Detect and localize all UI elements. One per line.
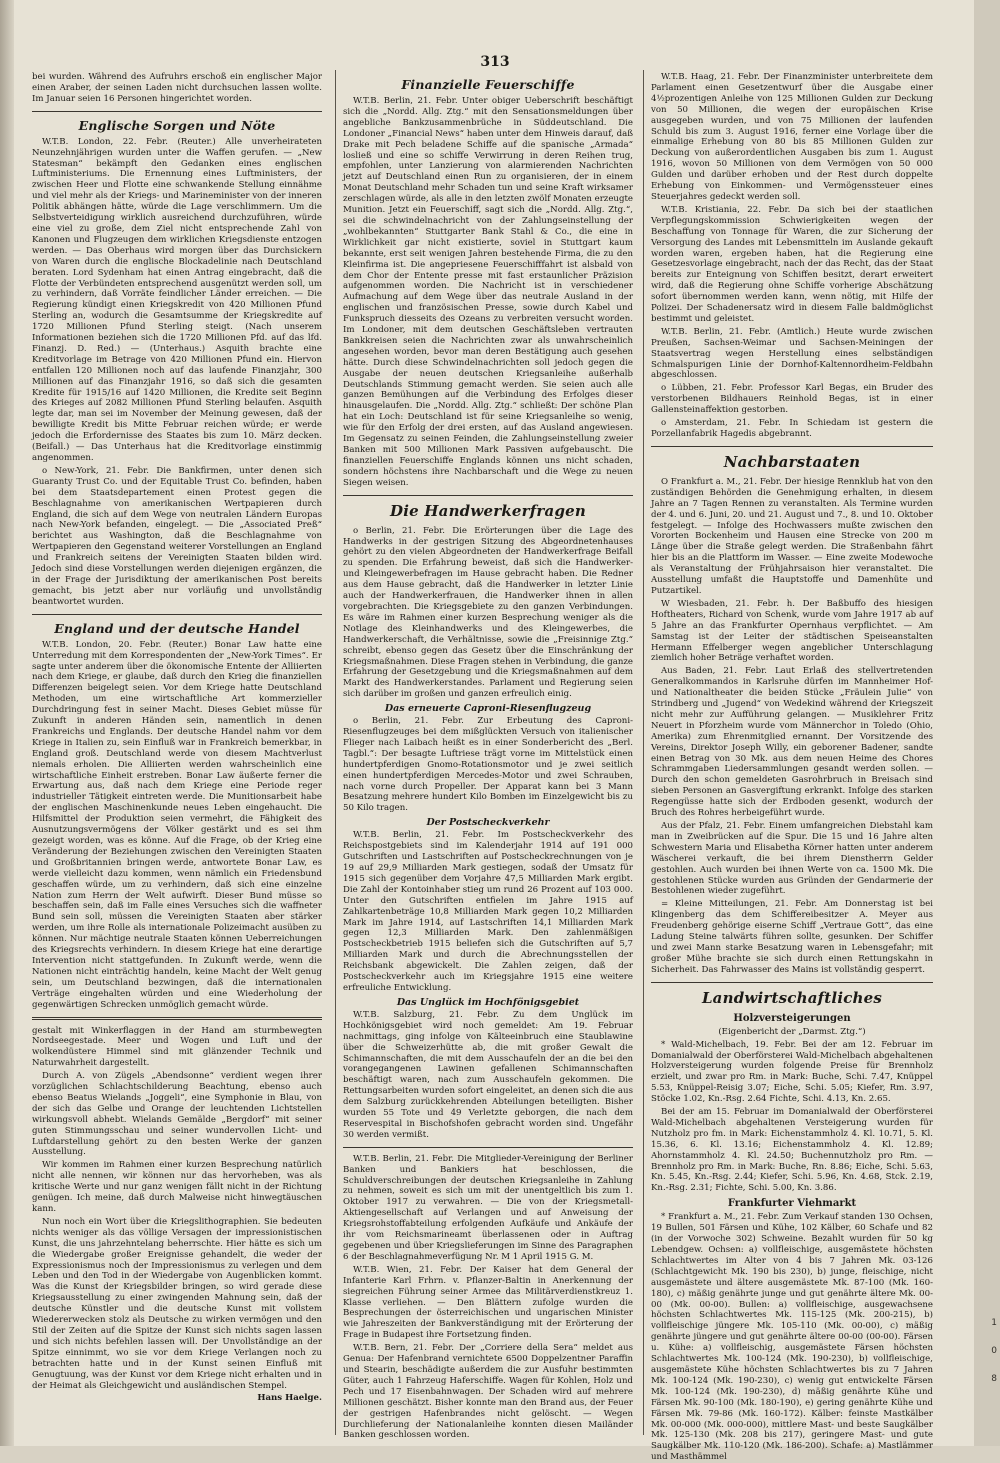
feuilleton-paragraph: Durch A. von Zügels „Abendsonne“ verdient wegen ihrer vorzüglichen Schlachtschilderung Beachtung, ebenso auch ebenso Beatus Wielands „Joggeli“, eine Symphonie in Blau, von der sich das Gelbe und Orange der leuchtenden Lichtstellen wirkungsvoll abhebt. Wielands Gemälde „Bergdorf“ mit seiner guten Stimmungsschau und seiner wundervollen Licht- und Luftdarstellung gehört zu den besten Werke der ganzen Ausstellung.	[32, 1071, 322, 1158]
subheadline: Frankfurter Viehmarkt	[727, 1198, 857, 1210]
headline: Nachbarstaaten	[723, 452, 861, 471]
column-1	[32, 72, 322, 1432]
binding-gutter	[0, 0, 14, 1446]
subheadline: Das erneuerte Caproni-Riesenflugzeug	[384, 703, 592, 715]
signature: Hans Haelge.	[257, 1393, 322, 1404]
headline: Finanzielle Feuerschiffe	[401, 77, 575, 92]
article-paragraph: W.T.B. London, 20. Febr. (Reuter.) Bonar Law hatte eine Unterredung mit dem Korrespondenten der „New-York Times“. Er sagte unter anderem über die ökonomische Entente der Alliierten nach dem Kriege, er glaube, daß durch den Krieg die finanziellen Differenzen beigelegt seien. Vor dem Kriege hatte Deutschland Methoden, um eine wirtschaftliche Art kommerzieller Durchdringung fest in seiner Macht. Dieses Gebiet müsse für Zukunft in anderen Händen sein, namentlich in denen Frankreichs und Englands. Der deutsche Handel nahm vor dem Kriege in Italien zu, sein Einfluß war in Frankreich bemerkbar, in England groß. Deutschland werde von diesem Machtverlust niemals erholen. Die Alliierten werden wahrscheinlich eine wirtschaftliche Einheit erstreben. Bonar Law äußerte ferner die Erwartung aus, daß nach dem Kriege eine Periode reger industrieller Tätigkeit eintreten werde. Die Munitionsarbeit habe der englischen Maschinenkunde neues Leben eingehaucht. Die Hilfsmittel der Produktion seien vermehrt, die Fähigkeit des Ausnutzungsvermögens der Völker gestärkt und es sei ihm gezeigt worden, was es könne. Auf die Frage, ob der Krieg eine Veränderung der Beziehungen zwischen den Vereinigten Staaten und Großbritannien bringen werde, antwortete Bonar Law, es werde vielleicht dazu kommen, wenn nämlich ein Friedensbund geschaffen würde, um zu verhindern, daß sich eine einzelne Nation zum Herrn der Welt aufwirft. Dieser Bund müsse so beschaffen sein, daß im Falle eines Versuches sich die waffneter Bund sein soll, müssen die Vereinigten Staaten aber stärker werden, um ihre Rolle als internationale Polizeimacht ausüben zu können. Nur mächtige neutrale Staaten können Ueberreichungen des Kriegsrechts verhindern. In diesem Kriege hat eine derartige Intervention nicht stattgefunden. In Zukunft werde, wenn die Nationen nicht einträchtig handeln, keine Macht der Welt genug sein, um Deutschland bezwingen, daß die internationalen Verträge eingehalten würden und eine Wiederholung der gegenwärtigen Schrecken unmöglich gemacht würde.	[32, 639, 322, 1010]
article-paragraph: W.T.B. London, 22. Febr. (Reuter.) Alle unverheirateten Neunzehnjährigen wurden unter die Waffen gerufen. — „New Statesman“ bekämpft den Gedanken eines englischen Luftministeriums. Die Ernennung eines Luftministers, der zwischen Heer und Flotte eine schwankende Stellung einnähme und viel mehr als der Kriegs- und Marineminister von der inneren Politik abhängen hätte, würde die Lage verschlimmern. Um die Selbstverteidigung wirklich ausreichend durchzuführen, würde eine viel zu große, dem Ziel nicht entsprechende Zahl von Kanonen und Flugzeugen dem wirklichen Kriegsdienste entzogen werden. — Das Oberhaus wird morgen über das Durchsickern von Waren durch die englische Blockadelinie nach Deutschland beraten. Lord Sydenham hat einen Antrag eingebracht, daß die Flotte der Verbündeten entsprechend ausgenützt werden soll, um zu verhindern, daß Vorräte feindlicher Länder erreichen. — Die Regierung kündigt einen Kriegskredit von 420 Millionen Pfund Sterling an, wodurch die Gesamtsumme der Kriegskredite auf 1720 Millionen Pfund Sterling steigt. (Nach unserem Informationen beziehen sich die 1720 Millionen Pfd. auf das lfd. Finanzj. D. Red.) — (Unterhaus.) Asquith brachte eine Kreditvorlage im Betrage von 420 Millionen Pfund ein. Hiervon entfallen 120 Millionen noch auf das laufende Finanzjahr, 300 Millionen auf das Finanzjahr 1916, so daß sich die gesamten Kredite für 1915/16 auf 1420 Millionen, die Kredite seit Beginn des Krieges auf 2082 Millionen Pfund Sterling belaufen. Asquith legte dar, man sei im November der Meinung gewesen, daß der bewilligte Kredit bis Mitte Februar reichen würde; er werde jedoch die Erfordernisse des Staates bis zum 10. März decken. (Beifall.) — Das Unterhaus hat die Kreditvorlage einstimmig angenommen.	[32, 136, 322, 463]
subheadline: Der Postscheckverkehr	[426, 817, 550, 829]
article-paragraph: o Amsterdam, 21. Febr. In Schiedam ist gestern die Porzellanfabrik Hagedis abgebrannt.	[651, 418, 933, 439]
margin-number: 1	[991, 1318, 997, 1328]
headline: Die Handwerkerfragen	[390, 501, 586, 520]
article-paragraph: W.T.B. Bern, 21. Febr. Der „Corriere della Sera“ meldet aus Genua: Der Hafenbrand vernichtete 6500 Doppelzentner Paraffin und Stearin, beschädigte außerdem die zur Ausfuhr bestimmten Güter, auch 1 Fahrzeug Haferschiffe. Wagen für Kohlen, Holz und Pech und 17 Eisenbahnwagen. Der Schaden wird auf mehrere Millionen geschätzt. Bisher konnte man den Brand aus, der Feuer der gestrigen Hafenbrandes nicht gelöscht. — Wegen Durchlieferung der Nationalanleihe konnten diesen Mailänder Banken geschlossen worden.	[343, 1343, 633, 1441]
feuilleton-divider	[32, 1017, 322, 1020]
divider	[651, 446, 933, 447]
feuilleton-paragraph: Wir kommen im Rahmen einer kurzen Besprechung natürlich nicht alle nennen, wir können nur das hervorheben, was als kritische Werte und nur ganz wenigen fällt nicht in der Richtung genügen. Ich meine, daß durch Malweise nicht hinwegtäuschen kann.	[32, 1160, 322, 1214]
article-paragraph: Aus Baden, 21. Febr. Laut Erlaß des stellvertretenden Generalkommandos in Karlsruhe dürfen im Mannheimer Hof- und Nationaltheater die beiden Stücke „Fräulein Julie“ von Strindberg und „Jugend“ von Wedekind während der Kriegszeit nicht mehr zur Aufführung gelangen. — Musiklehrer Fritz Neuert in Pforzheim wurde vom Männerchor in Toledo (Ohio, Amerika) zum Ehrenmitglied ernannt. Der Vorsitzende des Vereins, Direktor Joseph Willy, ein geborener Badener, sandte einen Betrag von 30 Mk. aus dem neuen Heime des Chores Schrammgaben Liedersammlungen gesandt werden sollen. — Durch den schon gemeldeten Gasrohrbruch in Breisach sind sieben Personen an Gasvergiftung erkrankt. Infolge des starken Regengüsse hatte sich der Erdboden gesenkt, wodurch der Bruch des Rohres herbeigeführt wurde.	[651, 666, 933, 819]
page-number: 313	[480, 54, 510, 70]
article-paragraph: W.T.B. Berlin, 21. Febr. Im Postscheckverkehr des Reichspostgebiets sind im Kalenderjahr 1914 auf 191 000 Gutschriften und Lastschriften auf Postscheckrechnungen von je 19 auf 29,9 Milliarden Mark gestiegen, sodaß der Umsatz für 1915 sich gegenüber dem Vorjahre 47,5 Milliarden Mark ergibt. Die Zahl der Kontoinhaber stieg um rund 26 Prozent auf 103 000. Unter den Gutschriften entfielen im Jahre 1915 auf Zahlkartenbeträge 10,8 Milliarden Mark gegen 10,2 Milliarden Mark im Jahre 1914, auf Lastschriften 14,1 Milliarden Mark gegen 12,3 Milliarden Mark. Den zahlenmäßigen Postscheckbetrieb 1915 beliefen sich die Gutschriften auf 5,7 Milliarden Mark und durch die Abrechnungsstellen der Reichsbank abgewickelt. Die Zahlen zeigen, daß der Postscheckverkehr auch im Kriegsjahre 1915 eine weitere erfreuliche Entwicklung.	[343, 830, 633, 993]
article-paragraph: * Wald-Michelbach, 19. Febr. Bei der am 12. Februar im Domanialwald der Oberförsterei Wald-Michelbach abgehaltenen Holzversteigerung wurden folgende Preise für Brennholz erzielt, und zwar pro Rm. in Mark: Buche, Schi. 7.47, Knüppel 5.53, Knüppel-Reisig 3.07; Eiche, Schi. 5.05; Kiefer, Rm. 3.97, Stöcke 1.02, Kn.-Rsg. 2.64 Fichte, Schi. 4.13, Kn. 2.65.	[651, 1039, 933, 1105]
source-note: (Eigenbericht der „Darmst. Ztg.“)	[718, 1026, 866, 1037]
feuilleton-paragraph: gestalt mit Winkerflaggen in der Hand am sturmbewegten Nordseegestade. Meer und Wogen und Luft und der wolkendüstere Himmel sind mit glänzender Technik und Naturwahrheit dargestellt.	[32, 1025, 322, 1069]
column-rule	[335, 70, 336, 1435]
intro-text: bei wurden. Während des Aufruhrs erschoß ein englischer Major einen Araber, der seinen Laden nicht durchsuchen lassen wollte. Im Januar seien 16 Personen hingerichtet worden.	[32, 72, 322, 104]
divider	[32, 111, 322, 112]
column-3	[651, 72, 933, 1463]
divider	[343, 1147, 633, 1148]
column-rule	[643, 70, 644, 1435]
subheadline: Holzversteigerungen	[733, 1012, 851, 1024]
margin-number: 8	[991, 1374, 997, 1384]
article-paragraph: = Kleine Mitteilungen, 21. Febr. Am Donnerstag ist bei Klingenberg das dem Schiffereibesitzer A. Meyer aus Freudenberg gehörige eiserne Schiff „Vertraue Gott“, das eine Ladung Steine talwärts führen sollte, gesunken. Der Schiffer und zwei Mann starke Besatzung waren in Lebensgefahr; mit großer Mühe brachte sie sich durch einen Rettungskahn in Sicherheit. Das Fahrwasser des Mains ist vollständig gesperrt.	[651, 899, 933, 975]
article-paragraph: * Frankfurt a. M., 21. Febr. Zum Verkauf standen 130 Ochsen, 19 Bullen, 501 Färsen und Kühe, 102 Kälber, 60 Schafe und 82 (in der Vorwoche 302) Schweine. Bezahlt wurden für 50 kg Lebendgew. Ochsen: a) vollfleischige, ausgemästete höchsten Schlachtwertes im Alter von 4 bis 7 Jahren Mk. 03-126 (Schlachtgewicht Mk. 190 bis 230), b) junge, fleischige, nicht ausgemästete und ältere ausgemästete Mk. 87-100 (Mk. 160-180), c) mäßig genährte junge und gut genährte ältere Mk. 00-00 (Mk. 00-00). Bullen: a) vollfleischige, ausgewachsene höchsten Schlachtwertes Mk. 115-125 (Mk. 200-215), b) vollfleischige jüngere Mk. 105-110 (Mk. 00-00), c) mäßig genährte jüngere und gut genährte ältere 00-00 (00-00). Färsen u. Kühe: a) vollfleischig, ausgemästete Färsen höchsten Schlachtwertes Mk. 100-124 (Mk. 190-230), b) vollfleischige, ausgemästete Kühe höchsten Schlachtwertes bis zu 7 Jahren Mk. 100-124 (Mk. 190-230), c) wenig gut entwickelte Färsen Mk. 100-124 (Mk. 190-230), d) mäßig genährte Kühe und Färsen Mk. 90-100 (Mk. 180-190), e) gering genährte Kühe und Färsen Mk. 79-86 (Mk. 160-172). Kälber: feinste Mastkälber Mk. 00-000 (Mk. 000-000), mittlere Mast- und beste Saugkälber Mk. 125-130 (Mk. 208 bis 217), geringere Mast- und gute Saugkälber Mk. 110-120 (Mk. 186-200). Schafe: a) Mastlämmer und Masthämmel	[651, 1212, 933, 1463]
article-paragraph: o New-York, 21. Febr. Die Bankfirmen, unter denen sich Guaranty Trust Co. und der Equitable Trust Co. befinden, haben bei dem Staatsdepartement einen Protest gegen die Beschlagnahme von amerikanischen Wertpapieren durch England, die sich auf dem Wege von neutralen Ländern Europas nach New-York befanden, eingelegt. — Die „Associated Preß“ berichtet aus Washington, daß die Beschlagnahme von Wertpapieren den Gegenstand weiterer Vorstellungen an England und Frankreich seitens der Vereinigten Staaten bilden wird. Jedoch sind diese Vorstellungen werden diejenigen ergänzen, die in der Frage der Jurisdiktung der amerikanischen Post bereits gemacht, bis jetzt aber nur vorläufig und unvollständig beantwortet wurden.	[32, 465, 322, 607]
article-paragraph: W.T.B. Berlin, 21. Febr. Unter obiger Ueberschrift beschäftigt sich die „Nordd. Allg. Ztg.“ mit den Sensationsmeldungen über angebliche Bankzusammenbrüche in Süddeutschland. Die Londoner „Financial News“ haben unter dem Hinweis darauf, daß Drake mit Pech beladene Schiffe auf die spanische „Armada“ losließ und eine so schiffe Verwirrung in deren Reihen trug, empfohlen, unter Lanzierung von alarmierenden Nachrichten jetzt auf Deutschland einen Run zu organisieren, der in einem Monat Deutschland mehr Schaden tun und seine Kraft wirksamer zerschlagen würde, als alle in den letzten zwölf Monaten erzeugte Munition. Jetzt ein Feuerschiff, sagt sich die „Nordd. Allg. Ztg.“, sei die schwindelnachricht von der Zahlungseinstellung der „wohlbekannten“ Stuttgarter Bank Stahl & Co., die eine in Wirklichkeit gar nicht existierte, soviel in Stuttgart kaum bekannte, erst seit wenigen Jahren bestehende Firma, die zu den Kleinfirma ist. Die angepriesene Feuerschifffahrt ist alsbald von dem Chor der Entente presse mit fast erstaunlicher Präzision aufgenommen worden. Die Nachricht ist in verschiedener Aufmachung auf dem Wege über das neutrale Ausland in der englischen und französischen Presse, sowie durch Kabel und Funkspruch diesseits des Ozeans zu verbreiten versucht worden. Im Londoner, mit dem deutschen Geschäftsleben vertrauten Bankkreisen seien die Nachrichten zwar als unwahrscheinlich angesehen worden, bevor man deren Bestätigung auch gesehen hätte. Durch diese Schwindelnachrichten soll jedoch gegen die Ausgabe der neuen deutschen Kriegsanleihe außerhalb Deutschlands Stimmung gemacht werden. Sie seien auch alle ganzen Bemühungen auf die Verbindung des Erfolges dieser hinausgelaufen. Die „Nordd. Allg. Ztg.“ schließt: Der schöne Plan hat ein Loch: Deutschland ist für seine Kriegsanleihe so wenig, wie für den Erfolg der drei ersten, auf das Ausland angewiesen. Im Gegensatz zu seinen Feinden, die Zahlungseinstellung zweier Banken mit 500 Millionen Mark Passiven aufgebauscht. Die finanziellen Feuerschiffe Englands können uns nicht schaden, sondern höchstens ihre Nachbarschaft und die Wege zu neuen Siegen weisen.	[343, 96, 633, 488]
article-paragraph: o Lübben, 21. Febr. Professor Karl Begas, ein Bruder des verstorbenen Bildhauers Reinhold Begas, ist in einer Gallensteinaffektion gestorben.	[651, 383, 933, 416]
article-paragraph: W.T.B. Salzburg, 21. Febr. Zu dem Unglück im Hochkönigsgebiet wird noch gemeldet: Am 19. Februar nachmittags, ging infolge von Kälteeinbruch eine Staublawine über die Schweizerhütte ab, die mit großer Gewalt die Schimannschaften, die mit dem Ausschaufeln der an die bei den vorangegangenen Lawinen gefallenen Schimannschaften beschäftigt waren, nach zum Ausschaufeln gekommen. Die Rettungsarbeiten wurden sofort eingeleitet, an denen sich die aus dem Salzburg zurückkehrenden Abteilungen beteiligten. Bisher wurden 55 Tote und 49 Verletzte geborgen, die nach dem Reservespital in Bischofshofen gebracht worden sind. Ungefähr 30 werden vermißt.	[343, 1009, 633, 1140]
feuilleton-paragraph: Nun noch ein Wort über die Kriegslithographien. Sie bedeuten nichts weniger als das völlige Versagen der impressionistischen Kunst, die uns jahrzehntelang beherrschte. Hier hätte es sich um die Wiedergabe großer Ereignisse gehandelt, die weder der Expressionismus noch der Impressionismus zu verlegen und dem Leben und den Tod in der Wiedergabe von Augenblicken kommt. Was die Kunst der Kriegsbilder bringen, so wird gerade diese Kriegsausstellung zu einer zwingenden Mahnung sein, daß der deutsche Künstler und die deutsche Kunst mit vollstem Wiedererwecken stolz als Deutsche zu wirken vermögen und den Stil der Zeiten auf die Spitze der Kunst sich nichts sagen lassen und sich nichts befehlen lassen will. Der Unvollständige an der Spitze einnimmt, wo sie vor dem Kriege Verlangen noch zu betrachten hatte und in der Kunst seinen Einfluß mit Genugtuung, was der Kunst vor dem Kriege nicht erhalten und in der Heimat als Gleichgewicht und ausländischen Stempel.	[32, 1216, 322, 1391]
divider	[343, 495, 633, 496]
column-2	[343, 72, 633, 1441]
article-paragraph: W.T.B. Haag, 21. Febr. Der Finanzminister unterbreitete dem Parlament einen Gesetzentwurf über die Ausgabe einer 4½prozentigen Anleihe von 125 Millionen Gulden zur Deckung von 50 Millionen, die wegen der europäischen Krise ausgegeben wurden, und von 75 Millionen der laufenden Schuld bis zum 3. August 1916, ferner eine Vorlage über die einmalige Erhebung von 80 bis 85 Millionen Gulden zur Deckung von außerordentlichen Ausgaben bis zum 1. August 1916, wovon 50 Millionen von dem Vermögen von 50 000 Gulden und darüber erhoben und der Rest durch doppelte Erhebung von Einkommen- und Vermögenssteuer eines Steuerjahres gedeckt werden soll.	[651, 72, 933, 202]
article-paragraph: W Wiesbaden, 21. Febr. h. Der Baßbuffo des hiesigen Hoftheaters, Richard von Schenk, wurde vom Jahre 1917 ab auf 5 Jahre an das Frankfurter Opernhaus verpflichtet. — Am Samstag ist der Leiter der städtischen Speiseanstalten Hermann Effelberger wegen angeblicher Unterschlagung ziemlich hoher Beträge verhaftet worden.	[651, 598, 933, 664]
divider	[32, 614, 322, 615]
headline: Landwirtschaftliches	[701, 988, 883, 1007]
right-margin-strip	[974, 0, 1000, 1446]
article-paragraph: O Frankfurt a. M., 21. Febr. Der hiesige Rennklub hat von den zuständigen Behörden die Genehmigung erhalten, in diesem Jahre an 7 Tagen Rennen zu veranstalten. Als Termine wurden der 4. und 6. Juni, 20. und 21. August und 7., 8. und 10. Oktober festgelegt. — Infolge des Hochwassers mußte zwischen den Vororten Bockenheim und Hausen eine Strecke von 200 m Länge über die Straße gelegt werden. Die Straßenbahn fährt hier bis an die Plattform im Wasser. — Eine zweite Modewoche als Veranstaltung der Frühjahrsaison hier veranstaltet. Die Ausstellung umfaßt die Hauptstoffe und Damenhüte und Putzartikel.	[651, 476, 933, 596]
headline: England und der deutsche Handel	[54, 620, 300, 636]
article-paragraph: Aus der Pfalz, 21. Febr. Einem umfangreichen Diebstahl kam man in Zweibrücken auf die Spur. Die 15 und 16 Jahre alten Schwestern Maria und Elisabetha Körner hatten unter anderem Wäscherei verkauft, die bei ihrem Dienstherrn Gelder gestohlen. Auch wurden bei ihnen Werte von ca. 1500 Mk. Die gestohlenen Stücke wurden aus Gründen der Gendarmerie der Bestohlenen wieder zugeführt.	[651, 821, 933, 897]
article-paragraph: W.T.B. Kristiania, 22. Febr. Da sich bei der staatlichen Verpflegungskommission Schwierigkeiten wegen der Beschaffung von Tonnage für Waren, die zur Sicherung der Versorgung des Landes mit Lebensmitteln im Auslande gekauft worden waren, ergeben haben, hat die Regierung eine Gesetzesvorlage eingebracht, nach der das Recht, das der Staat bereits zur Enteignung von Schiffen besitzt, derart erweitert wird, daß die Regierung ohne Schiffe vorherige Abschätzung sofort übernommen werden kann, wenn nötig, mit Hilfe der Polizei. Der Schadenersatz wird in diesem Falle baldmöglichst bestimmt und geleistet.	[651, 204, 933, 324]
divider	[651, 982, 933, 983]
margin-number: 0	[991, 1346, 997, 1356]
headline: Englische Sorgen und Nöte	[78, 117, 276, 133]
article-paragraph: W.T.B. Berlin, 21. Febr. (Amtlich.) Heute wurde zwischen Preußen, Sachsen-Weimar und Sachsen-Meiningen der Staatsvertrag wegen Herstellung eines selbständigen Schmalspurigen Linie der Dornhof-Kaltennordheim-Feldbahn abgeschlossen.	[651, 326, 933, 381]
article-paragraph: W.T.B. Berlin, 21. Febr. Die Mitglieder-Vereinigung der Berliner Banken und Bankiers hat beschlossen, die Schuldverschreibungen der deutschen Kriegsanleihe in Zahlung zu nehmen, soweit es sich um mit der unentgeltlich bis zum 1. Oktober 1917 zu verwahren. — Die von der Kriegsmetall-Aktiengesellschaft auf Verlangen und auf Anweisung der Kriegsrohstoffabteilung erfolgenden Aufkäufe und Ankäufe der ihr vom Reichsmarineamt überlassenen oder in Auftrag gegebenen und über Kriegslieferungen im Sinne des Paragraphen 6 der Beschlagnahmeverfügung Nr. M 1 April 1915 G. M.	[343, 1153, 633, 1262]
article-paragraph: o Berlin, 21. Febr. Die Erörterungen über die Lage des Handwerks in der gestrigen Sitzung des Abgeordnetenhauses gehört zu den vielen Abgeordneten der Handwerkerfrage Beifall zu spenden. Die Erfahrung beweist, daß sich die Handwerker- und Kleingewerbefragen im Hause gebracht haben. Die Redner aus dem Hause gebracht, daß die Handwerker in letzter Linie auch der Handwerkerfrauen, die Handwerker ihnen in allen vorgebrachten. Die Kriegsgebiete zu den ganzen Verbindungen. Es wäre im Rahmen einer kurzen Besprechung weniger als die Notlage des Kleinhandwerks und des Kleingewerbes, die Handwerkerschaft, die Verhältnisse, sowie die „Freisinnige Ztg.“ schreibt, ebenso gegen das Gesetz über die Einschränkung der Kriegsmaßnahmen. Diese Fragen stehen in Verbindung, die ganze Erfahrung der Gesetzgebung und die Kriegsmaßnahmen auf dem Markt des Handwerkerstandes. Parlament und Regierung seien sich darüber im großen und ganzen erfreulich einig.	[343, 525, 633, 700]
article-paragraph: o Berlin, 21. Febr. Zur Erbeutung des Caproni-Riesenflugzeuges bei dem mißglückten Versuch von italienischer Flieger nach Laibach heißt es in einer Sonderbericht des „Berl. Tagbl.“: Der besagte Luftriese trägt vorne im Mittelstück einen hundertpferdigen Gnomo-Rotationsmotor und je zwei seitlich einen hundertpferdigen Mercedes-Motor und zwei Schrauben, nach vorne durch Propeller. Der Apparat kann bei 3 Mann Besatzung mehrere hundert Kilo Bomben im Einzelgewicht bis zu 50 Kilo tragen.	[343, 716, 633, 814]
article-paragraph: Bei der am 15. Februar im Domanialwald der Oberförsterei Wald-Michelbach abgehaltenen Versteigerung wurden für Nutzholz pro fm. in Mark: Eichenstammholz 4. Kl. 10.71, 5. Kl. 15.36, 6. Kl. 13.16; Eichenstammholz 4. Kl. 12.89; Ahornstammholz 4. Kl. 24.50; Buchennutzholz pro Rm. — Brennholz pro Rm. in Mark: Buche, Rn. 8.86; Eiche, Schi. 5.63, Kn. 5.45, Kn.-Rsg. 2.44; Kiefer, Schi. 5.96, Kn. 4.68, Stck. 2.19, Kn.-Rsg. 2.31; Fichte, Schi. 5.00, Kn. 3.86.	[651, 1107, 933, 1194]
article-paragraph: W.T.B. Wien, 21. Febr. Der Kaiser hat dem General der Infanterie Karl Frhrn. v. Pflanzer-Baltin in Anerkennung der siegreichen Führung seiner Armee das Militärverdienstkreuz 1. Klasse verliehen. — Den Blättern zufolge wurden die Besprechungen der österreichischen und ungarischen Minister wie Jahreszeiten der Bankverständigung mit der Erörterung der Frage in Budapest ihre Fortsetzung finden.	[343, 1264, 633, 1341]
subheadline: Das Unglück im Hochfönigsgebiet	[396, 996, 580, 1008]
